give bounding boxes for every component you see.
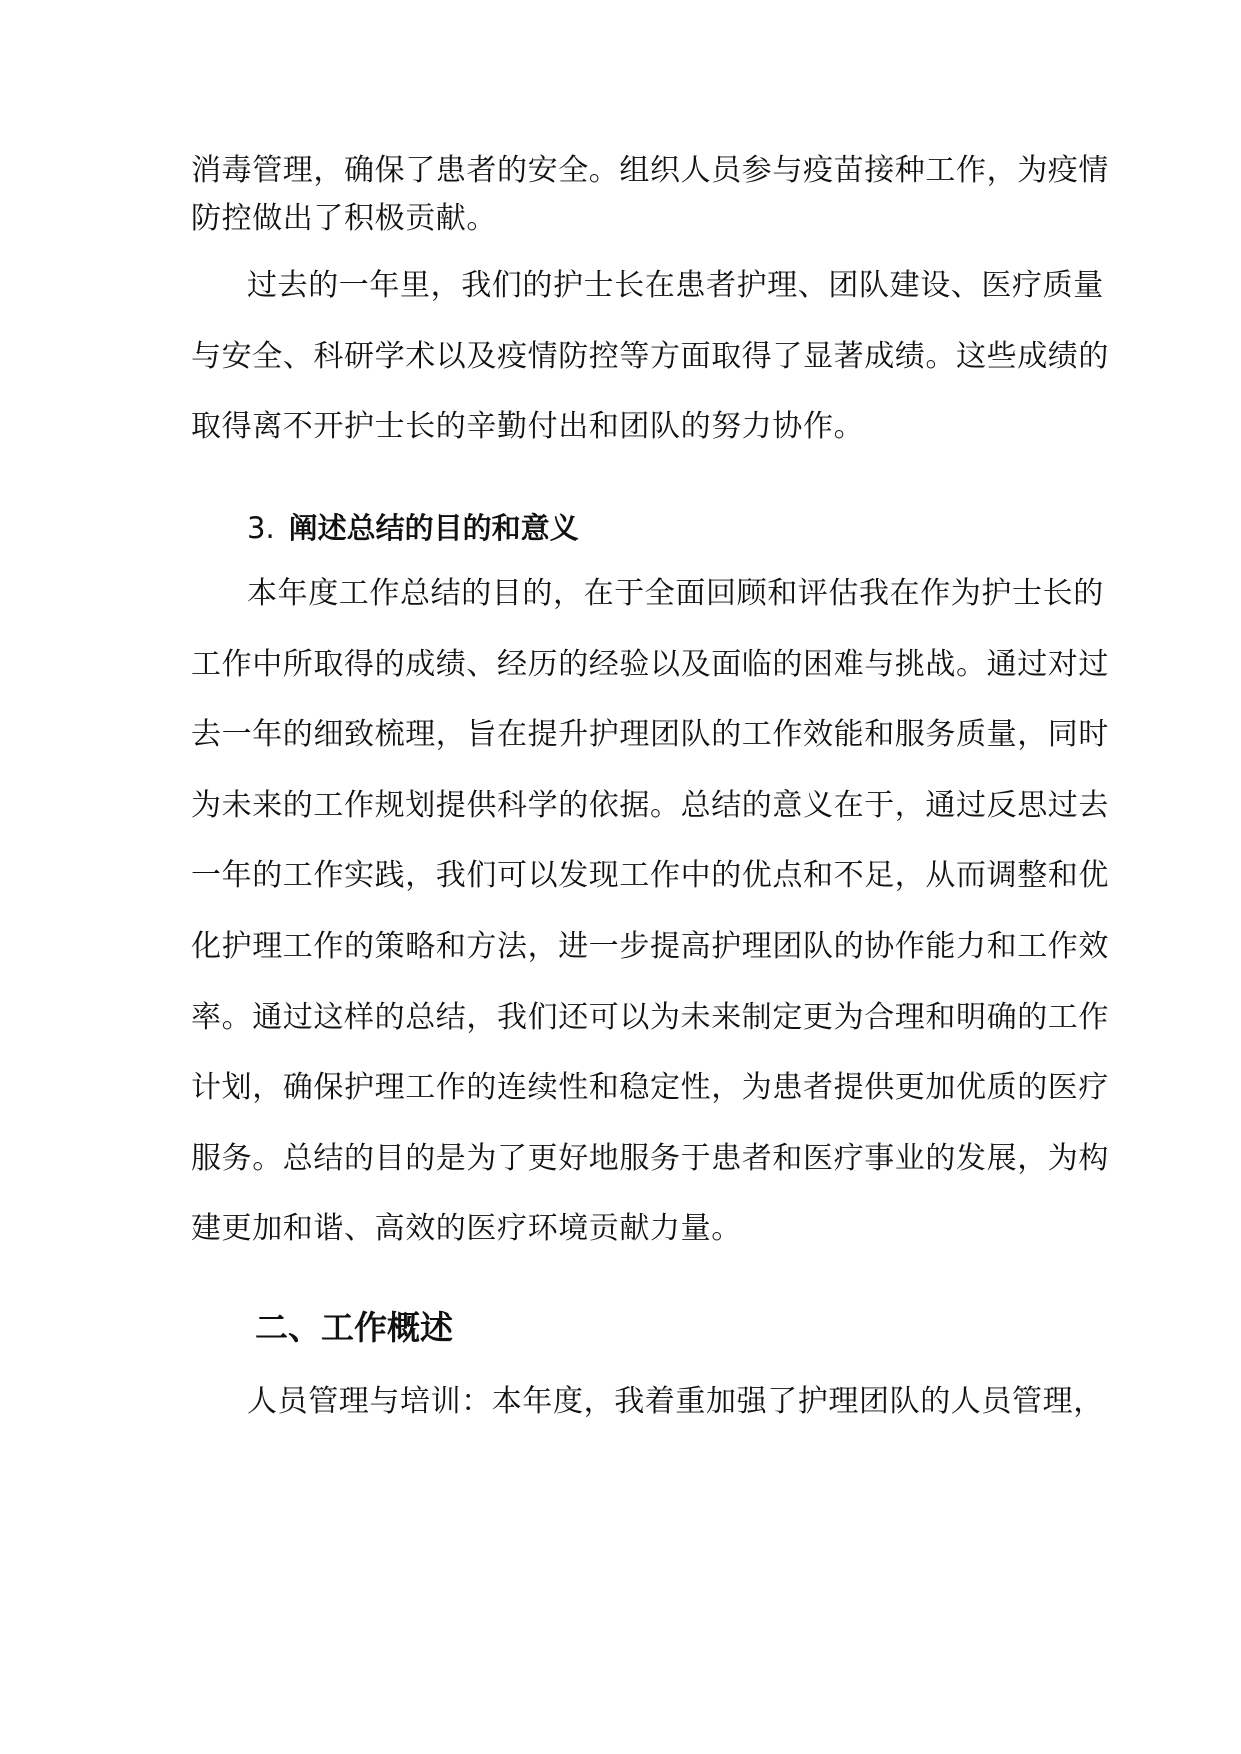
paragraph-line: 服务。总结的目的是为了更好地服务于患者和医疗事业的发展，为构 xyxy=(191,1141,1109,1176)
paragraph-line: 一年的工作实践，我们可以发现工作中的优点和不足，从而调整和优 xyxy=(191,858,1109,893)
section-heading xyxy=(247,508,579,548)
paragraph-line: 消毒管理，确保了患者的安全。组织人员参与疫苗接种工作，为疫情 xyxy=(191,153,1109,188)
paragraph-line: 取得离不开护士长的辛勤付出和团队的努力协作。 xyxy=(191,409,865,444)
section-title: 阐述总结的目的和意义 xyxy=(288,511,579,545)
chapter-heading: 二、工作概述 xyxy=(255,1308,453,1347)
paragraph-line: 化护理工作的策略和方法，进一步提高护理团队的协作能力和工作效 xyxy=(191,929,1109,964)
paragraph-line: 工作中所取得的成绩、经历的经验以及面临的困难与挑战。通过对过 xyxy=(191,647,1109,682)
paragraph-line: 去一年的细致梳理，旨在提升护理团队的工作效能和服务质量，同时 xyxy=(191,717,1109,752)
paragraph-line: 计划，确保护理工作的连续性和稳定性，为患者提供更加优质的医疗 xyxy=(191,1070,1109,1105)
paragraph-line: 率。通过这样的总结，我们还可以为未来制定更为合理和明确的工作 xyxy=(191,1000,1109,1035)
paragraph-line: 为未来的工作规划提供科学的依据。总结的意义在于，通过反思过去 xyxy=(191,788,1109,823)
paragraph-line: 人员管理与培训：本年度，我着重加强了护理团队的人员管理， xyxy=(247,1384,1104,1419)
paragraph-line: 防控做出了积极贡献。 xyxy=(191,201,497,236)
paragraph-line: 与安全、科研学术以及疫情防控等方面取得了显著成绩。这些成绩的 xyxy=(191,339,1109,374)
paragraph-line: 本年度工作总结的目的，在于全面回顾和评估我在作为护士长的 xyxy=(247,576,1104,611)
section-number: 3. xyxy=(247,511,275,545)
paragraph-line: 建更加和谐、高效的医疗环境贡献力量。 xyxy=(191,1211,742,1246)
paragraph-line: 过去的一年里，我们的护士长在患者护理、团队建设、医疗质量 xyxy=(247,268,1104,303)
